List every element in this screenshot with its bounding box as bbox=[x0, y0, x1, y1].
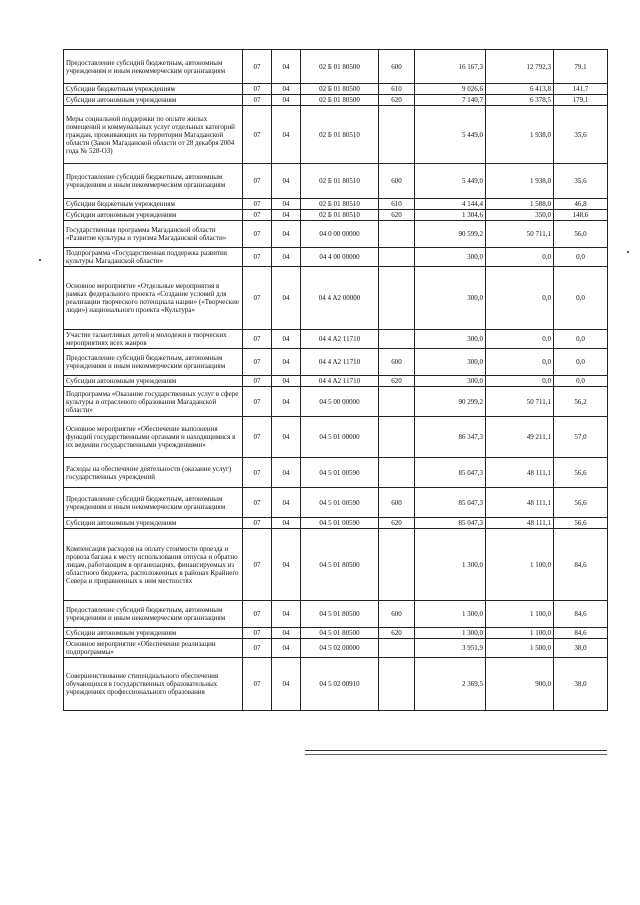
cell-plan: 85 047,3 bbox=[415, 488, 486, 518]
cell-percent: 0,0 bbox=[554, 267, 608, 330]
cell-percent: 56,6 bbox=[554, 488, 608, 518]
scan-speck bbox=[627, 251, 629, 253]
cell-expense-type bbox=[379, 387, 415, 417]
cell-fact: 1 500,0 bbox=[486, 639, 554, 658]
cell-fact: 0,0 bbox=[486, 248, 554, 267]
cell-percent: 35,6 bbox=[554, 164, 608, 199]
cell-name: Предоставление субсидий бюджетным, автономным учреждениям и иным некоммерческим организациям bbox=[64, 349, 243, 376]
budget-table-body bbox=[64, 50, 608, 711]
cell-name: Предоставление субсидий бюджетным, автономным учреждениям и иным некоммерческим организациям bbox=[64, 50, 243, 84]
cell-plan: 3 951,9 bbox=[415, 639, 486, 658]
cell-fact: 1 100,0 bbox=[486, 529, 554, 601]
cell-fact: 0,0 bbox=[486, 330, 554, 349]
cell-name: Подпрограмма «Государственная поддержка развития культуры Магаданской области» bbox=[64, 248, 243, 267]
table-row bbox=[64, 458, 608, 488]
cell-percent: 56,0 bbox=[554, 221, 608, 248]
cell-expense-type bbox=[379, 458, 415, 488]
table-row bbox=[64, 199, 608, 210]
cell-name: Расходы на обеспечение деятельности (оказание услуг) государственных учреждений bbox=[64, 458, 243, 488]
cell-plan: 300,0 bbox=[415, 267, 486, 330]
cell-section: 07 bbox=[243, 210, 272, 221]
cell-target-article: 04 5 02 00910 bbox=[301, 658, 379, 711]
cell-name: Субсидии бюджетным учреждениям bbox=[64, 199, 243, 210]
cell-target-article: 04 5 00 00000 bbox=[301, 387, 379, 417]
cell-fact: 900,0 bbox=[486, 658, 554, 711]
cell-section: 07 bbox=[243, 518, 272, 529]
cell-fact: 1 100,0 bbox=[486, 628, 554, 639]
cell-target-article: 04 5 01 80500 bbox=[301, 529, 379, 601]
cell-target-article: 04 4 A2 11710 bbox=[301, 349, 379, 376]
cell-percent: 46,8 bbox=[554, 199, 608, 210]
cell-target-article: 04 4 00 00000 bbox=[301, 248, 379, 267]
cell-expense-type: 610 bbox=[379, 199, 415, 210]
cell-section: 07 bbox=[243, 488, 272, 518]
cell-expense-type bbox=[379, 221, 415, 248]
table-row bbox=[64, 221, 608, 248]
cell-percent: 84,6 bbox=[554, 628, 608, 639]
cell-section: 07 bbox=[243, 84, 272, 95]
cell-expense-type: 620 bbox=[379, 518, 415, 529]
cell-plan: 300,0 bbox=[415, 248, 486, 267]
cell-name: Предоставление субсидий бюджетным, автономным учреждениям и иным некоммерческим организациям bbox=[64, 488, 243, 518]
cell-plan: 300,0 bbox=[415, 349, 486, 376]
cell-plan: 85 047,3 bbox=[415, 518, 486, 529]
cell-expense-type: 620 bbox=[379, 95, 415, 106]
cell-name: Основное мероприятие «Отдельные мероприятия в рамках федерального проекта «Создание условий для реализации творческого потенциала нации» («Творческие люди») национального проекта «Культура» bbox=[64, 267, 243, 330]
cell-subsection: 04 bbox=[272, 95, 301, 106]
cell-plan: 300,0 bbox=[415, 330, 486, 349]
cell-target-article: 04 5 01 80500 bbox=[301, 628, 379, 639]
cell-subsection: 04 bbox=[272, 210, 301, 221]
cell-expense-type bbox=[379, 330, 415, 349]
cell-fact: 49 211,1 bbox=[486, 417, 554, 458]
cell-percent: 84,6 bbox=[554, 529, 608, 601]
cell-plan: 90 599,2 bbox=[415, 221, 486, 248]
cell-plan: 1 300,0 bbox=[415, 628, 486, 639]
cell-subsection: 04 bbox=[272, 417, 301, 458]
cell-section: 07 bbox=[243, 639, 272, 658]
cell-target-article: 02 Б 01 80510 bbox=[301, 199, 379, 210]
table-row bbox=[64, 248, 608, 267]
cell-expense-type: 600 bbox=[379, 50, 415, 84]
cell-subsection: 04 bbox=[272, 106, 301, 164]
cell-target-article: 04 5 01 00590 bbox=[301, 518, 379, 529]
cell-expense-type bbox=[379, 267, 415, 330]
cell-plan: 5 449,0 bbox=[415, 106, 486, 164]
cell-fact: 50 711,1 bbox=[486, 387, 554, 417]
cell-fact: 48 111,1 bbox=[486, 518, 554, 529]
cell-name: Основное мероприятие «Обеспечение выполнения функций государственными органами и находящимися в их ведении государственными учреждениями» bbox=[64, 417, 243, 458]
cell-target-article: 04 0 00 00000 bbox=[301, 221, 379, 248]
table-row bbox=[64, 106, 608, 164]
cell-subsection: 04 bbox=[272, 529, 301, 601]
cell-section: 07 bbox=[243, 529, 272, 601]
cell-subsection: 04 bbox=[272, 330, 301, 349]
cell-subsection: 04 bbox=[272, 488, 301, 518]
cell-fact: 1 100,0 bbox=[486, 601, 554, 628]
cell-percent: 0,0 bbox=[554, 330, 608, 349]
cell-section: 07 bbox=[243, 95, 272, 106]
budget-table bbox=[63, 49, 608, 711]
cell-plan: 86 347,3 bbox=[415, 417, 486, 458]
cell-plan: 16 167,3 bbox=[415, 50, 486, 84]
cell-name: Совершенствование стипендиального обеспечения обучающихся в государственных образовательных учреждениях профессионального образования bbox=[64, 658, 243, 711]
table-row bbox=[64, 488, 608, 518]
cell-target-article: 04 5 01 00590 bbox=[301, 488, 379, 518]
cell-percent: 84,6 bbox=[554, 601, 608, 628]
cell-fact: 1 938,0 bbox=[486, 164, 554, 199]
cell-section: 07 bbox=[243, 164, 272, 199]
cell-target-article: 02 Б 01 80500 bbox=[301, 50, 379, 84]
table-row bbox=[64, 95, 608, 106]
cell-name: Субсидии автономным учреждениям bbox=[64, 95, 243, 106]
cell-name: Предоставление субсидий бюджетным, автономным учреждениям и иным некоммерческим организациям bbox=[64, 164, 243, 199]
cell-section: 07 bbox=[243, 376, 272, 387]
cell-plan: 9 026,6 bbox=[415, 84, 486, 95]
cell-fact: 6 413,8 bbox=[486, 84, 554, 95]
cell-plan: 1 300,0 bbox=[415, 601, 486, 628]
cell-expense-type: 600 bbox=[379, 349, 415, 376]
cell-target-article: 02 Б 01 80510 bbox=[301, 106, 379, 164]
cell-expense-type: 600 bbox=[379, 601, 415, 628]
cell-section: 07 bbox=[243, 248, 272, 267]
cell-expense-type: 600 bbox=[379, 488, 415, 518]
cell-subsection: 04 bbox=[272, 639, 301, 658]
cell-section: 07 bbox=[243, 349, 272, 376]
cell-section: 07 bbox=[243, 50, 272, 84]
cell-name: Предоставление субсидий бюджетным, автономным учреждениям и иным некоммерческим организациям bbox=[64, 601, 243, 628]
cell-fact: 48 111,1 bbox=[486, 458, 554, 488]
cell-percent: 0,0 bbox=[554, 376, 608, 387]
table-row bbox=[64, 529, 608, 601]
cell-percent: 56,6 bbox=[554, 518, 608, 529]
cell-subsection: 04 bbox=[272, 84, 301, 95]
cell-subsection: 04 bbox=[272, 601, 301, 628]
cell-subsection: 04 bbox=[272, 376, 301, 387]
cell-section: 07 bbox=[243, 628, 272, 639]
cell-percent: 179,1 bbox=[554, 95, 608, 106]
cell-percent: 141,7 bbox=[554, 84, 608, 95]
cell-name: Субсидии бюджетным учреждениям bbox=[64, 84, 243, 95]
cell-percent: 57,0 bbox=[554, 417, 608, 458]
cell-section: 07 bbox=[243, 330, 272, 349]
cell-expense-type: 620 bbox=[379, 376, 415, 387]
cell-target-article: 04 4 A2 11710 bbox=[301, 330, 379, 349]
cell-name: Субсидии автономным учреждениям bbox=[64, 518, 243, 529]
cell-section: 07 bbox=[243, 199, 272, 210]
cell-target-article: 02 Б 01 80500 bbox=[301, 84, 379, 95]
cell-plan: 7 140,7 bbox=[415, 95, 486, 106]
cell-fact: 0,0 bbox=[486, 349, 554, 376]
cell-percent: 38,0 bbox=[554, 658, 608, 711]
cell-section: 07 bbox=[243, 267, 272, 330]
cell-percent: 148,6 bbox=[554, 210, 608, 221]
cell-fact: 0,0 bbox=[486, 376, 554, 387]
cell-plan: 5 449,0 bbox=[415, 164, 486, 199]
cell-target-article: 02 Б 01 80500 bbox=[301, 95, 379, 106]
footer-rule bbox=[305, 750, 607, 751]
cell-name: Субсидии автономным учреждениям bbox=[64, 376, 243, 387]
cell-plan: 300,0 bbox=[415, 376, 486, 387]
cell-expense-type bbox=[379, 248, 415, 267]
cell-name: Компенсация расходов на оплату стоимости проезда и провоза багажа к месту использования отпуска и обратно лицам, работающим в организациях, финансируемых из областного бюджета, расположенных в районах Крайнего Севера и приравненных к ним местностях bbox=[64, 529, 243, 601]
cell-percent: 56,6 bbox=[554, 458, 608, 488]
cell-subsection: 04 bbox=[272, 164, 301, 199]
cell-percent: 38,0 bbox=[554, 639, 608, 658]
table-row bbox=[64, 376, 608, 387]
cell-fact: 1 588,0 bbox=[486, 199, 554, 210]
cell-expense-type bbox=[379, 106, 415, 164]
cell-fact: 0,0 bbox=[486, 267, 554, 330]
cell-plan: 90 299,2 bbox=[415, 387, 486, 417]
cell-name: Подпрограмма «Оказание государственных услуг в сфере культуры и отраслевого образования Магаданской области» bbox=[64, 387, 243, 417]
cell-section: 07 bbox=[243, 601, 272, 628]
cell-target-article: 04 4 A2 11710 bbox=[301, 376, 379, 387]
cell-subsection: 04 bbox=[272, 267, 301, 330]
cell-subsection: 04 bbox=[272, 458, 301, 488]
table-row bbox=[64, 658, 608, 711]
cell-section: 07 bbox=[243, 417, 272, 458]
table-row bbox=[64, 601, 608, 628]
cell-name: Субсидии автономным учреждениям bbox=[64, 628, 243, 639]
cell-name: Меры социальной поддержки по оплате жилых помещений и коммунальных услуг отдельных категорий граждан, проживающих на территории Магаданской области (Закон Магаданской области от 28 декабря 2004 года № 528-ОЗ) bbox=[64, 106, 243, 164]
table-row bbox=[64, 639, 608, 658]
cell-subsection: 04 bbox=[272, 387, 301, 417]
table-row bbox=[64, 164, 608, 199]
footer-rule-secondary bbox=[305, 754, 607, 755]
cell-target-article: 04 5 01 80500 bbox=[301, 601, 379, 628]
cell-subsection: 04 bbox=[272, 50, 301, 84]
table-row bbox=[64, 628, 608, 639]
cell-fact: 48 111,1 bbox=[486, 488, 554, 518]
cell-expense-type bbox=[379, 639, 415, 658]
scan-speck bbox=[39, 259, 41, 261]
cell-fact: 6 378,5 bbox=[486, 95, 554, 106]
cell-section: 07 bbox=[243, 221, 272, 248]
table-row bbox=[64, 387, 608, 417]
table-row bbox=[64, 84, 608, 95]
cell-expense-type bbox=[379, 417, 415, 458]
cell-percent: 79,1 bbox=[554, 50, 608, 84]
cell-plan: 1 304,6 bbox=[415, 210, 486, 221]
cell-name: Субсидии автономным учреждениям bbox=[64, 210, 243, 221]
cell-plan: 2 369,5 bbox=[415, 658, 486, 711]
cell-target-article: 04 4 A2 00000 bbox=[301, 267, 379, 330]
cell-plan: 4 144,4 bbox=[415, 199, 486, 210]
cell-plan: 85 047,3 bbox=[415, 458, 486, 488]
cell-expense-type bbox=[379, 658, 415, 711]
cell-fact: 350,0 bbox=[486, 210, 554, 221]
cell-fact: 12 792,3 bbox=[486, 50, 554, 84]
cell-expense-type bbox=[379, 529, 415, 601]
cell-percent: 56,2 bbox=[554, 387, 608, 417]
cell-section: 07 bbox=[243, 387, 272, 417]
cell-subsection: 04 bbox=[272, 349, 301, 376]
cell-expense-type: 610 bbox=[379, 84, 415, 95]
cell-section: 07 bbox=[243, 658, 272, 711]
cell-section: 07 bbox=[243, 106, 272, 164]
cell-name: Участие талантливых детей и молодежи в творческих мероприятиях всех жанров bbox=[64, 330, 243, 349]
cell-percent: 0,0 bbox=[554, 349, 608, 376]
cell-expense-type: 620 bbox=[379, 210, 415, 221]
cell-name: Государственная программа Магаданской области «Развитие культуры и туризма Магаданской области» bbox=[64, 221, 243, 248]
cell-subsection: 04 bbox=[272, 221, 301, 248]
cell-target-article: 04 5 01 00000 bbox=[301, 417, 379, 458]
cell-fact: 1 938,0 bbox=[486, 106, 554, 164]
table-row bbox=[64, 50, 608, 84]
cell-name: Основное мероприятие «Обеспечение реализации подпрограммы» bbox=[64, 639, 243, 658]
cell-target-article: 04 5 02 00000 bbox=[301, 639, 379, 658]
table-row bbox=[64, 417, 608, 458]
cell-expense-type: 600 bbox=[379, 164, 415, 199]
cell-percent: 0,0 bbox=[554, 248, 608, 267]
cell-target-article: 02 Б 01 80510 bbox=[301, 164, 379, 199]
cell-subsection: 04 bbox=[272, 248, 301, 267]
cell-plan: 1 300,0 bbox=[415, 529, 486, 601]
table-row bbox=[64, 518, 608, 529]
cell-subsection: 04 bbox=[272, 658, 301, 711]
table-row bbox=[64, 349, 608, 376]
table-row bbox=[64, 210, 608, 221]
table-row bbox=[64, 267, 608, 330]
cell-section: 07 bbox=[243, 458, 272, 488]
cell-target-article: 04 5 01 00590 bbox=[301, 458, 379, 488]
cell-percent: 35,6 bbox=[554, 106, 608, 164]
cell-subsection: 04 bbox=[272, 518, 301, 529]
cell-fact: 50 711,1 bbox=[486, 221, 554, 248]
cell-subsection: 04 bbox=[272, 628, 301, 639]
cell-expense-type: 620 bbox=[379, 628, 415, 639]
cell-target-article: 02 Б 01 80510 bbox=[301, 210, 379, 221]
table-row bbox=[64, 330, 608, 349]
cell-subsection: 04 bbox=[272, 199, 301, 210]
